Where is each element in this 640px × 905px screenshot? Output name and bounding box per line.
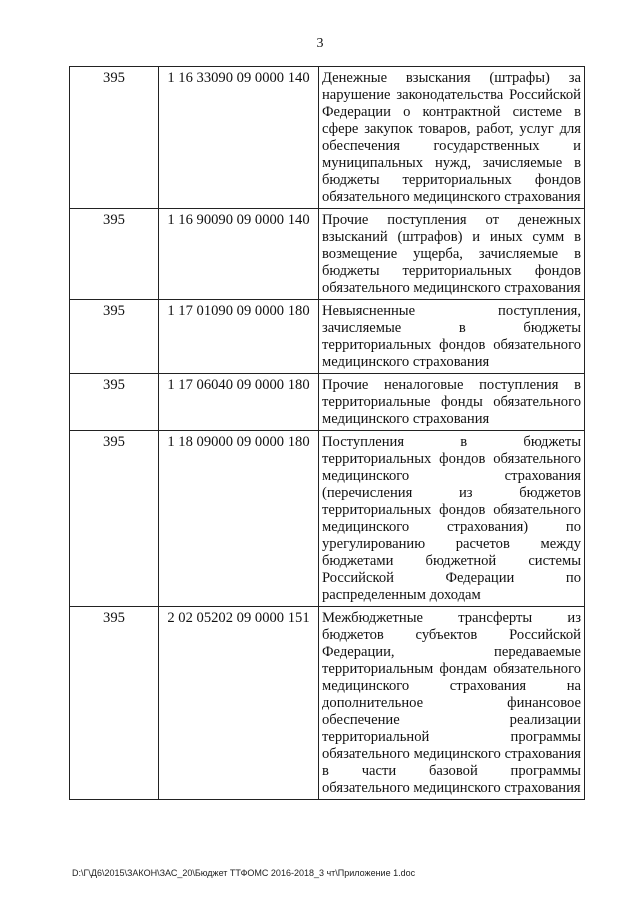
budget-code-cell: 1 16 33090 09 0000 140 <box>159 67 319 209</box>
table-row <box>70 607 585 800</box>
budget-code-cell: 1 18 09000 09 0000 180 <box>159 431 319 607</box>
table-row <box>70 209 585 300</box>
budget-code-cell: 1 16 90090 09 0000 140 <box>159 209 319 300</box>
table-row <box>70 374 585 431</box>
admin-code-cell: 395 <box>70 67 159 209</box>
admin-code-cell: 395 <box>70 374 159 431</box>
admin-code-cell: 395 <box>70 607 159 800</box>
admin-code-cell: 395 <box>70 209 159 300</box>
budget-code-cell: 2 02 05202 09 0000 151 <box>159 607 319 800</box>
admin-code-cell: 395 <box>70 300 159 374</box>
page-number: 3 <box>316 36 324 51</box>
revenue-name-cell: Межбюджетные трансферты из бюджетов субъектов Российской Федерации, передаваемые территориальным фондам обязательного медицинского страхования на дополнительное финансовое обеспечение реализации территориальной программы обязательного медицинского страхования в части базовой программы обязательного медицинского страхования <box>319 607 585 800</box>
admin-code-cell: 395 <box>70 431 159 607</box>
budget-classification-table <box>69 66 585 800</box>
revenue-name-cell: Денежные взыскания (штрафы) за нарушение законодательства Российской Федерации о контрактной системе в сфере закупок товаров, работ, услуг для обеспечения государственных и муниципальных нужд, зачисляемые в бюджеты территориальных фондов обязательного медицинского страхования <box>319 67 585 209</box>
table-row <box>70 300 585 374</box>
table-row <box>70 67 585 209</box>
revenue-name-cell: Поступления в бюджеты территориальных фондов обязательного медицинского страхования (перечисления из бюджетов территориальных фондов обязательного медицинского страхования) по урегулированию расчетов между бюджетами бюджетной системы Российской Федерации по распределенным доходам <box>319 431 585 607</box>
document-file-path: D:\Г\Д6\2015\ЗАКОН\ЗАС_20\Бюджет ТТФОМС 2016-2018_3 чт\Приложение 1.doc <box>72 868 416 878</box>
table-row <box>70 431 585 607</box>
budget-code-cell: 1 17 06040 09 0000 180 <box>159 374 319 431</box>
budget-code-cell: 1 17 01090 09 0000 180 <box>159 300 319 374</box>
revenue-name-cell: Прочие неналоговые поступления в территориальные фонды обязательного медицинского страхования <box>319 374 585 431</box>
revenue-name-cell: Прочие поступления от денежных взысканий (штрафов) и иных сумм в возмещение ущерба, зачисляемые в бюджеты территориальных фондов обязательного медицинского страхования <box>319 209 585 300</box>
revenue-name-cell: Невыясненные поступления, зачисляемые в бюджеты территориальных фондов обязательного медицинского страхования <box>319 300 585 374</box>
